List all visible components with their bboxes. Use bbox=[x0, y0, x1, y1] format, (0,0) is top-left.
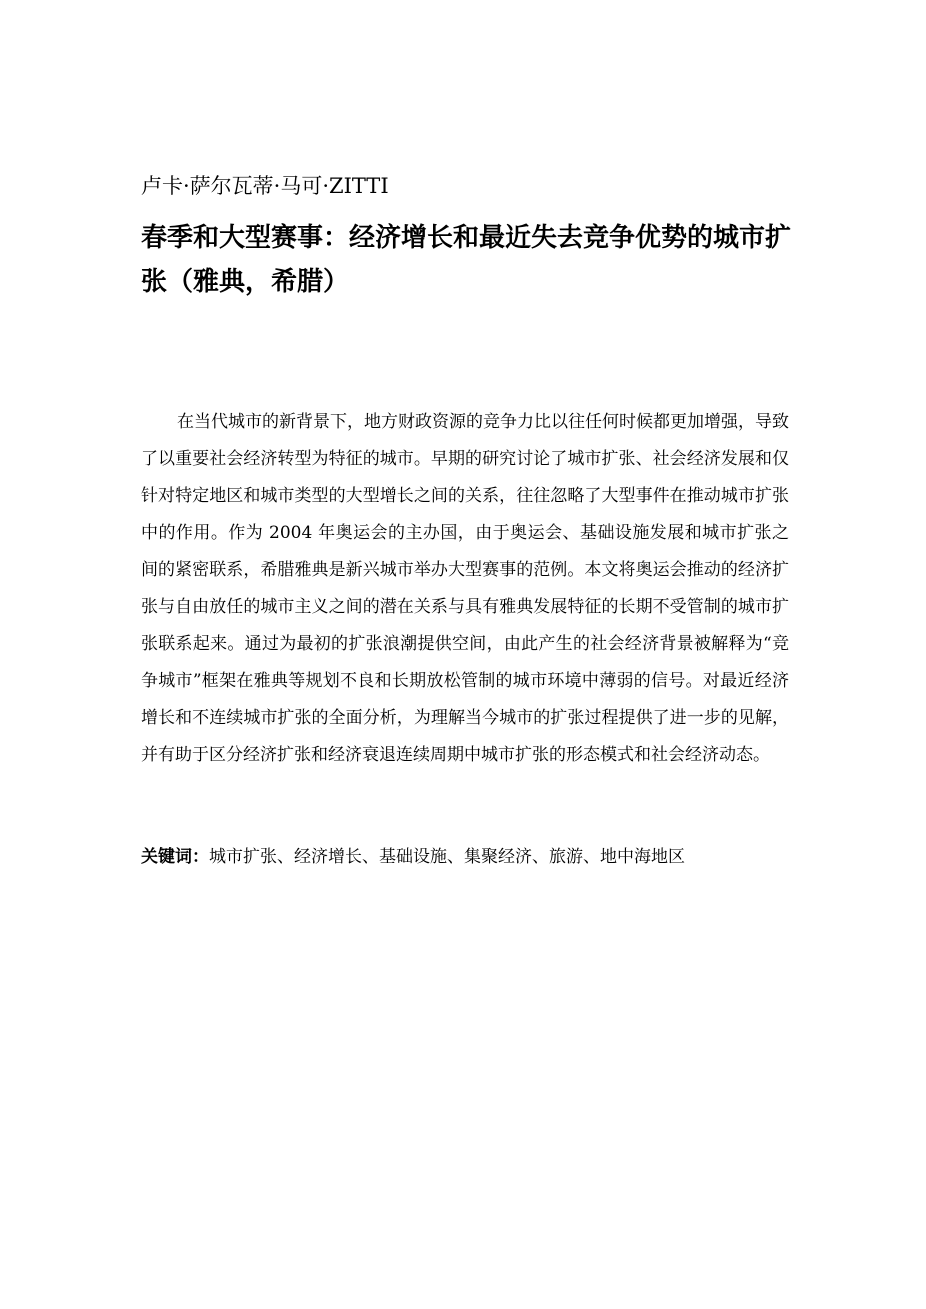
author-line: 卢卡·萨尔瓦蒂·马可·ZITTI bbox=[141, 174, 389, 198]
keywords-text: 城市扩张、经济增长、基础设施、集聚经济、旅游、地中海地区 bbox=[209, 847, 685, 867]
abstract-paragraph: 在当代城市的新背景下，地方财政资源的竞争力比以往任何时候都更加增强，导致了以重要社会经济转型为特征的城市。早期的研究讨论了城市扩张、社会经济发展和仅针对特定地区和城市类型的大型增长之间的关系，往往忽略了大型事件在推动城市扩张中的作用。作为 2004 年奥运会的主办国，由于奥运会、基础设施发展和城市扩张之间的紧密联系，希腊雅典是新兴城市举办大型赛事的范例。本文将奥运会推动的经济扩张与自由放任的城市主义之间的潜在关系与具有雅典发展特征的长期不受管制的城市扩张联系起来。通过为最初的扩张浪潮提供空间，由此产生的社会经济背景被解释为“竞争城市”框架在雅典等规划不良和长期放松管制的城市环境中薄弱的信号。对最近经济增长和不连续城市扩张的全面分析，为理解当今城市的扩张过程提供了进一步的见解，并有助于区分经济扩张和经济衰退连续周期中城市扩张的形态模式和社会经济动态。 bbox=[141, 412, 789, 765]
keywords-label: 关键词： bbox=[141, 847, 209, 867]
paper-title: 春季和大型赛事：经济增长和最近失去竞争优势的城市扩张（雅典，希腊） bbox=[141, 223, 792, 297]
keywords-line bbox=[141, 842, 685, 872]
